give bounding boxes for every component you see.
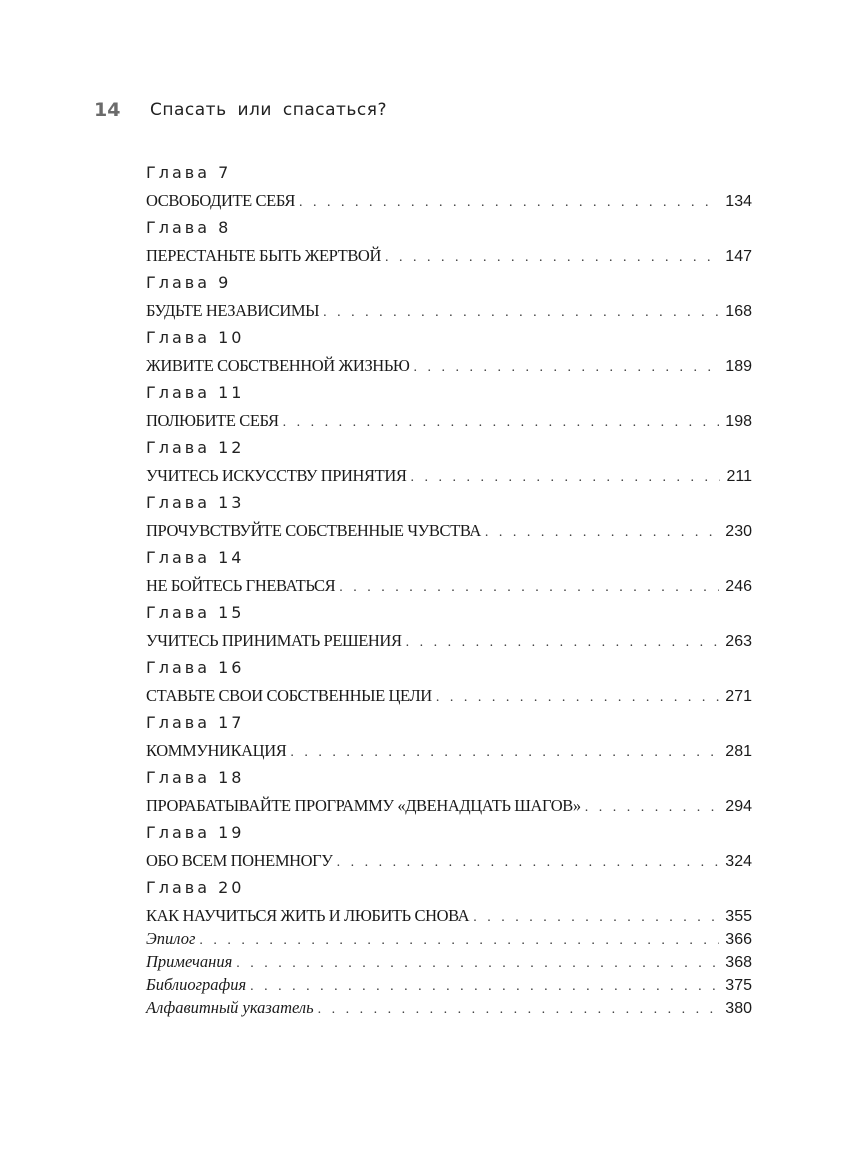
dot-leader [485,518,719,547]
chapter-label: Глава 18 [146,768,245,787]
page-ref: 324 [725,853,752,870]
chapter-title: ПРОЧУВСТВУЙТЕ СОБСТВЕННЫЕ ЧУВСТВА [146,521,481,540]
chapter-title: ПРОРАБАТЫВАЙТЕ ПРОГРАММУ «ДВЕНАДЦАТЬ ШАГОВ» [146,796,581,815]
page-ref: 168 [725,303,752,320]
toc-chapter-8 [146,215,752,270]
page-ref: 263 [725,633,752,650]
chapter-label: Глава 15 [146,603,245,622]
page-ref: 366 [725,931,752,948]
toc-entry-bibliography[interactable] [146,973,752,996]
dot-leader [385,243,719,272]
toc-chapter-19 [146,820,752,875]
toc-entry-notes[interactable] [146,950,752,973]
back-matter-list [146,927,752,1019]
toc-chapter-14 [146,545,752,600]
chapter-title: ПОЛЮБИТЕ СЕБЯ [146,411,279,430]
toc-entry[interactable] [146,901,752,930]
dot-leader [337,848,720,877]
page-ref: 147 [725,248,752,265]
toc-chapter-15 [146,600,752,655]
chapter-title: УЧИТЕСЬ ПРИНИМАТЬ РЕШЕНИЯ [146,631,402,650]
chapter-title: БУДЬТЕ НЕЗАВИСИМЫ [146,301,320,320]
dot-leader [318,998,720,1021]
chapter-label: Глава 7 [146,163,232,182]
dot-leader [250,975,719,998]
page-ref: 281 [725,743,752,760]
page-ref: 368 [725,954,752,971]
toc-entry[interactable] [146,626,752,655]
table-of-contents [146,160,752,930]
dot-leader [585,793,720,822]
toc-entry[interactable] [146,406,752,435]
chapter-title: ОСВОБОДИТЕ СЕБЯ [146,191,295,210]
chapter-label: Глава 13 [146,493,245,512]
running-title: Спасать или спасаться? [150,100,388,120]
chapter-title: КАК НАУЧИТЬСЯ ЖИТЬ И ЛЮБИТЬ СНОВА [146,906,470,925]
page-ref: 294 [725,798,752,815]
dot-leader [406,628,720,657]
page-header [94,94,387,126]
chapter-title: ЖИВИТЕ СОБСТВЕННОЙ ЖИЗНЬЮ [146,356,410,375]
page-ref: 375 [725,977,752,994]
dot-leader [299,188,719,217]
chapter-label: Глава 9 [146,273,232,292]
toc-chapter-7 [146,160,752,215]
page-ref: 211 [726,468,752,485]
dot-leader [413,353,719,382]
page-number: 14 [94,99,121,121]
chapter-label: Глава 17 [146,713,245,732]
toc-entry[interactable] [146,296,752,325]
toc-entry[interactable] [146,241,752,270]
chapter-label: Глава 11 [146,383,245,402]
chapter-label: Глава 14 [146,548,245,567]
back-matter-title: Эпилог [146,929,196,948]
chapter-title: УЧИТЕСЬ ИСКУССТВУ ПРИНЯТИЯ [146,466,407,485]
toc-chapter-16 [146,655,752,710]
toc-chapter-9 [146,270,752,325]
toc-entry-epilogue[interactable] [146,927,752,950]
chapter-title: НЕ БОЙТЕСЬ ГНЕВАТЬСЯ [146,576,336,595]
back-matter-title: Алфавитный указатель [146,998,314,1017]
page-ref: 246 [725,578,752,595]
toc-chapter-10 [146,325,752,380]
page-ref: 198 [725,413,752,430]
toc-entry[interactable] [146,351,752,380]
toc-chapter-12 [146,435,752,490]
chapter-title: ПЕРЕСТАНЬТЕ БЫТЬ ЖЕРТВОЙ [146,246,381,265]
chapter-label: Глава 16 [146,658,245,677]
back-matter-title: Библиография [146,975,247,994]
toc-entry[interactable] [146,846,752,875]
chapter-title: СТАВЬТЕ СВОИ СОБСТВЕННЫЕ ЦЕЛИ [146,686,432,705]
page-ref: 230 [725,523,752,540]
toc-entry[interactable] [146,516,752,545]
toc-entry[interactable] [146,571,752,600]
chapter-label: Глава 12 [146,438,245,457]
back-matter-title: Примечания [146,952,233,971]
dot-leader [199,929,719,952]
toc-entry-index[interactable] [146,996,752,1019]
dot-leader [410,463,720,492]
toc-entry[interactable] [146,791,752,820]
toc-entry[interactable] [146,736,752,765]
chapter-title: КОММУНИКАЦИЯ [146,741,287,760]
chapter-label: Глава 20 [146,878,245,897]
toc-entry[interactable] [146,681,752,710]
page-ref: 134 [725,193,752,210]
page-ref: 380 [725,1000,752,1017]
toc-chapter-17 [146,710,752,765]
dot-leader [436,683,719,712]
dot-leader [290,738,719,767]
chapter-label: Глава 8 [146,218,232,237]
toc-chapter-20 [146,875,752,930]
chapter-label: Глава 10 [146,328,245,347]
dot-leader [236,952,719,975]
toc-entry[interactable] [146,461,752,490]
dot-leader [323,298,719,327]
toc-entry[interactable] [146,186,752,215]
page-ref: 355 [725,908,752,925]
page-ref: 189 [725,358,752,375]
toc-chapter-11 [146,380,752,435]
dot-leader [339,573,719,602]
page-ref: 271 [725,688,752,705]
chapter-title: ОБО ВСЕМ ПОНЕМНОГУ [146,851,333,870]
toc-chapter-18 [146,765,752,820]
chapter-label: Глава 19 [146,823,245,842]
toc-chapter-13 [146,490,752,545]
dot-leader [283,408,720,437]
